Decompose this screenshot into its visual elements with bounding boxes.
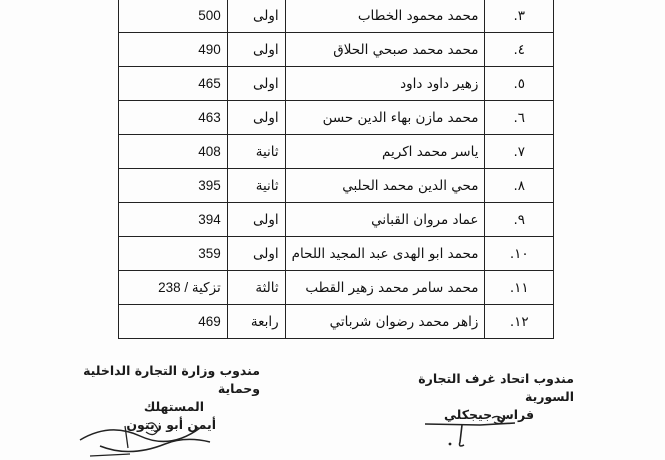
member-name: ياسر محمد اكريم bbox=[285, 135, 485, 169]
score-cell: 465 bbox=[119, 67, 228, 101]
grade-cell: اولى bbox=[227, 0, 285, 33]
table-row bbox=[119, 203, 554, 237]
row-number: ٨. bbox=[485, 169, 554, 203]
table-row bbox=[119, 271, 554, 305]
table-row bbox=[119, 67, 554, 101]
handwritten-signature-left bbox=[70, 418, 220, 460]
row-number: ١٢. bbox=[485, 305, 554, 339]
signature-person: فراس جيجكلي bbox=[444, 407, 534, 422]
member-name: محمد محمد صبحي الحلاق bbox=[285, 33, 485, 67]
signature-title-line1: مندوب وزارة التجارة الداخلية وحماية bbox=[83, 363, 260, 396]
grade-cell: اولى bbox=[227, 237, 285, 271]
results-table bbox=[118, 0, 554, 339]
handwritten-signature-right bbox=[420, 412, 530, 452]
member-name: زاهر محمد رضوان شرباتي bbox=[285, 305, 485, 339]
row-number: ١٠. bbox=[485, 237, 554, 271]
grade-cell: ثالثة bbox=[227, 271, 285, 305]
score-cell: 359 bbox=[119, 237, 228, 271]
table-row bbox=[119, 0, 554, 33]
table-row bbox=[119, 237, 554, 271]
table-row bbox=[119, 305, 554, 339]
member-name: محمد سامر محمد زهير القطب bbox=[285, 271, 485, 305]
table-row bbox=[119, 135, 554, 169]
row-number: ١١. bbox=[485, 271, 554, 305]
row-number: ٤. bbox=[485, 33, 554, 67]
results-table-body bbox=[119, 0, 554, 339]
signature-title: مندوب اتحاد غرف التجارة السورية bbox=[418, 371, 574, 404]
score-cell: 408 bbox=[119, 135, 228, 169]
row-number: ٧. bbox=[485, 135, 554, 169]
grade-cell: رابعة bbox=[227, 305, 285, 339]
table-row bbox=[119, 101, 554, 135]
grade-cell: اولى bbox=[227, 67, 285, 101]
member-name: زهير داود داود bbox=[285, 67, 485, 101]
grade-cell: اولى bbox=[227, 101, 285, 135]
grade-cell: اولى bbox=[227, 33, 285, 67]
member-name: محمد محمود الخطاب bbox=[285, 0, 485, 33]
score-cell: 395 bbox=[119, 169, 228, 203]
row-number: ٩. bbox=[485, 203, 554, 237]
grade-cell: ثانية bbox=[227, 169, 285, 203]
score-cell: 490 bbox=[119, 33, 228, 67]
member-name: محمد مازن بهاء الدين حسن bbox=[285, 101, 485, 135]
signature-person: أيمن أبو زيتون bbox=[126, 417, 216, 432]
signature-title-line2: المستهلك bbox=[143, 399, 204, 414]
member-name: محي الدين محمد الحلبي bbox=[285, 169, 485, 203]
score-cell: 469 bbox=[119, 305, 228, 339]
table-row bbox=[119, 169, 554, 203]
row-number: ٥. bbox=[485, 67, 554, 101]
score-cell: 394 bbox=[119, 203, 228, 237]
member-name: عماد مروان القباني bbox=[285, 203, 485, 237]
row-number: ٣. bbox=[485, 0, 554, 33]
score-cell: 500 bbox=[119, 0, 228, 33]
score-cell: 463 bbox=[119, 101, 228, 135]
grade-cell: اولى bbox=[227, 203, 285, 237]
row-number: ٦. bbox=[485, 101, 554, 135]
grade-cell: ثانية bbox=[227, 135, 285, 169]
score-cell: تزكية / 238 bbox=[119, 271, 228, 305]
member-name: محمد ابو الهدى عبد المجيد اللحام bbox=[285, 237, 485, 271]
table-row bbox=[119, 33, 554, 67]
